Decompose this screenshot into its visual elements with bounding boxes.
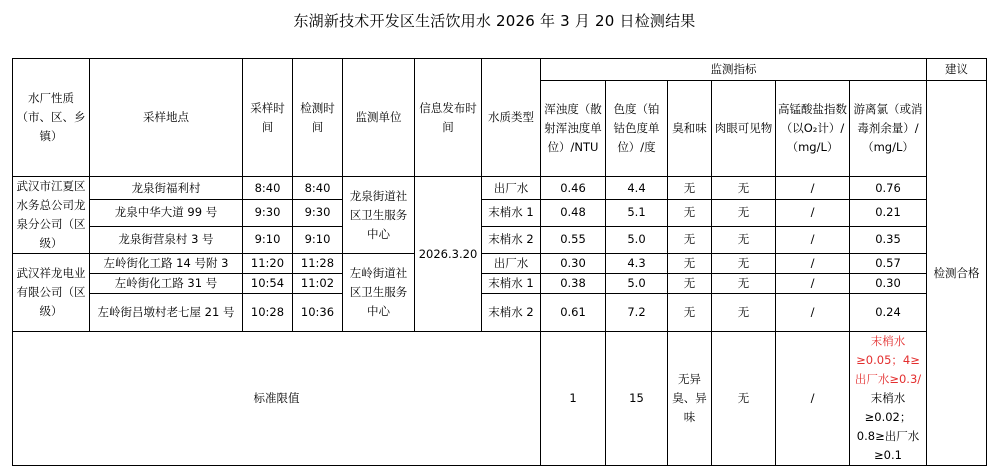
water-type-cell: 末梢水 2 [482,226,541,253]
chlorine-cell: 0.57 [850,254,927,274]
header-release-time: 信息发布时间 [415,59,482,177]
table-row [13,294,987,332]
chlorine-cell: 0.21 [850,200,927,226]
plant-cell: 武汉市江夏区水务总公司龙泉分公司（区级） [13,177,90,254]
permanganate-cell: / [776,200,850,226]
color-cell: 4.3 [606,254,668,274]
permanganate-cell: / [776,177,850,200]
header-color: 色度（铂钴色度单位）/度 [606,81,668,177]
odor-cell: 无 [668,177,712,200]
chlorine-cell: 0.24 [850,294,927,332]
sample-time-cell: 11:20 [243,254,293,274]
site-cell: 龙泉街福利村 [90,177,243,200]
color-cell: 5.1 [606,200,668,226]
table-row [13,226,987,253]
site-cell: 左岭街化工路 14 号附 3 [90,254,243,274]
site-cell: 左岭街吕墩村老七屋 21 号 [90,294,243,332]
advice-cell: 检测合格 [927,81,987,466]
header-advice: 建议 [927,59,987,81]
unit-cell: 左岭街道社区卫生服务中心 [343,254,415,332]
test-time-cell: 9:30 [293,200,343,226]
color-cell: 5.0 [606,226,668,253]
permanganate-cell: / [776,294,850,332]
plant-cell: 武汉祥龙电业有限公司（区级） [13,254,90,332]
visible-cell: 无 [712,254,776,274]
standard-color: 15 [606,332,668,466]
permanganate-cell: / [776,226,850,253]
sample-time-cell: 10:54 [243,274,293,294]
turbidity-cell: 0.30 [541,254,606,274]
header-unit: 监测单位 [343,59,415,177]
header-test-time: 检测时间 [293,59,343,177]
test-time-cell: 9:10 [293,226,343,253]
site-cell: 龙泉街营泉村 3 号 [90,226,243,253]
header-sample-time: 采样时间 [243,59,293,177]
sample-time-cell: 8:40 [243,177,293,200]
turbidity-cell: 0.61 [541,294,606,332]
test-time-cell: 11:28 [293,254,343,274]
visible-cell: 无 [712,274,776,294]
turbidity-cell: 0.46 [541,177,606,200]
test-time-cell: 8:40 [293,177,343,200]
water-type-cell: 末梢水 1 [482,274,541,294]
chlorine-cell: 0.35 [850,226,927,253]
header-site: 采样地点 [90,59,243,177]
standard-chlorine-black-note: 末梢水≥0.02；0.8≥出厂水≥0.1 [856,391,920,462]
standard-chlorine [850,332,927,466]
header-odor: 臭和味 [668,81,712,177]
visible-cell: 无 [712,177,776,200]
header-chlorine: 游离氯（或消毒剂余量）/（mg/L） [850,81,927,177]
color-cell: 5.0 [606,274,668,294]
odor-cell: 无 [668,226,712,253]
header-permanganate: 高锰酸盐指数（以O₂计）/（mg/L） [776,81,850,177]
site-cell: 龙泉中华大道 99 号 [90,200,243,226]
release-date-cell: 2026.3.20 [415,177,482,332]
color-cell: 4.4 [606,177,668,200]
chlorine-cell: 0.30 [850,274,927,294]
standard-label: 标准限值 [13,332,541,466]
header-row-1 [13,59,987,81]
visible-cell: 无 [712,294,776,332]
sample-time-cell: 10:28 [243,294,293,332]
water-type-cell: 出厂水 [482,254,541,274]
odor-cell: 无 [668,274,712,294]
odor-cell: 无 [668,254,712,274]
standard-chlorine-red-note: 末梢水≥0.05；4≥出厂水≥0.3/ [854,334,922,386]
test-time-cell: 11:02 [293,274,343,294]
water-quality-table [12,58,987,466]
standard-permanganate: / [776,332,850,466]
table-row [13,254,987,274]
standard-row [13,332,987,466]
color-cell: 7.2 [606,294,668,332]
water-type-cell: 出厂水 [482,177,541,200]
turbidity-cell: 0.55 [541,226,606,253]
odor-cell: 无 [668,200,712,226]
turbidity-cell: 0.48 [541,200,606,226]
table-row [13,200,987,226]
water-type-cell: 末梢水 1 [482,200,541,226]
unit-cell: 龙泉街道社区卫生服务中心 [343,177,415,254]
turbidity-cell: 0.38 [541,274,606,294]
permanganate-cell: / [776,274,850,294]
water-type-cell: 末梢水 2 [482,294,541,332]
page-title: 东湖新技术开发区生活饮用水 2026 年 3 月 20 日检测结果 [293,12,696,30]
sample-time-cell: 9:30 [243,200,293,226]
sample-time-cell: 9:10 [243,226,293,253]
standard-odor: 无异臭、异味 [668,332,712,466]
standard-turbidity: 1 [541,332,606,466]
test-time-cell: 10:36 [293,294,343,332]
visible-cell: 无 [712,200,776,226]
header-water-type: 水质类型 [482,59,541,177]
header-visible: 肉眼可见物 [712,81,776,177]
visible-cell: 无 [712,226,776,253]
permanganate-cell: / [776,254,850,274]
header-plant-type: 水厂性质（市、区、乡镇） [13,59,90,177]
standard-visible: 无 [712,332,776,466]
header-indicators: 监测指标 [541,59,927,81]
chlorine-cell: 0.76 [850,177,927,200]
table-row [13,274,987,294]
odor-cell: 无 [668,294,712,332]
header-turbidity: 浑浊度（散射浑浊度单位）/NTU [541,81,606,177]
table-row [13,177,987,200]
site-cell: 左岭街化工路 31 号 [90,274,243,294]
